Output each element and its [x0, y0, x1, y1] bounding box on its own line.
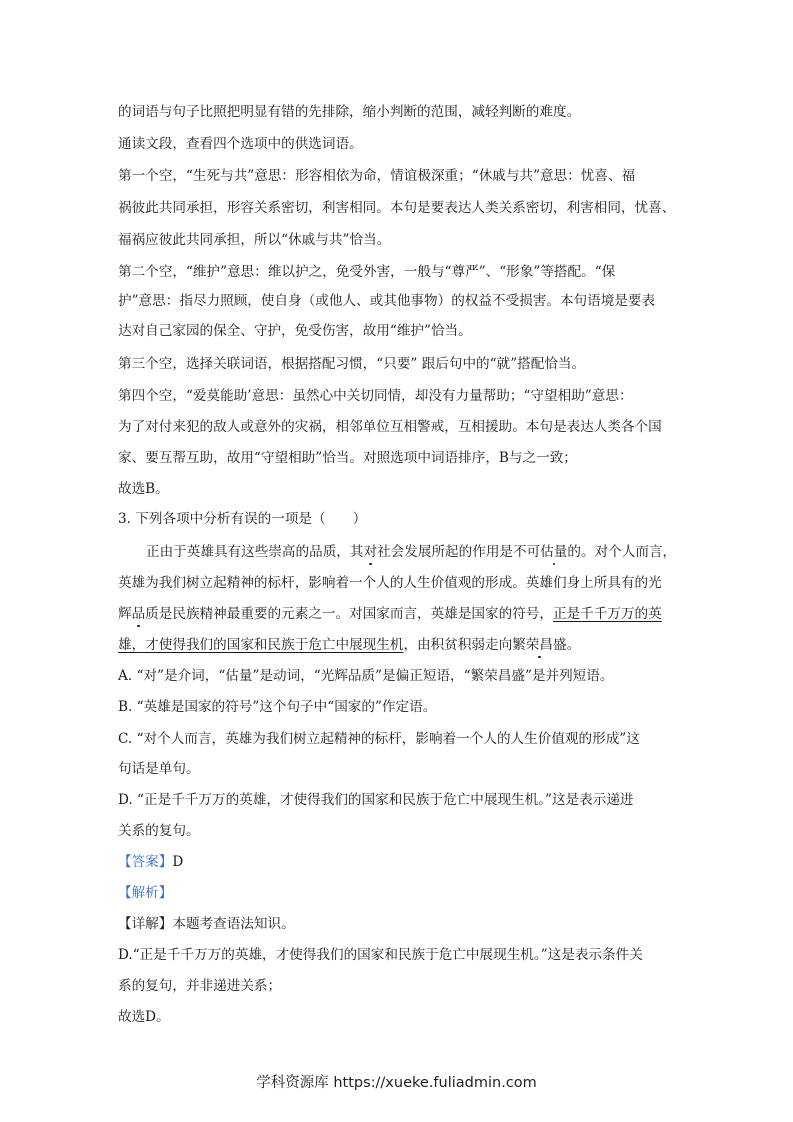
underlined-text: 正是千千万万的英 [553, 606, 662, 622]
answer-label: 【答案】 [118, 854, 173, 870]
analysis-label: 【解析】 [118, 885, 173, 901]
detail-line [118, 915, 295, 933]
dotted-word: 对 [363, 544, 378, 560]
explain-line: 故选D。 [118, 1009, 170, 1025]
passage-text: ，由积贫积弱走向 [403, 637, 513, 653]
passage-line [118, 636, 580, 654]
dotted-word: 繁荣昌盛 [512, 637, 567, 653]
footer-watermark: 学科资源库 https://xueke.fuliadmin.com [256, 1075, 537, 1091]
text-line: 第二个空，“维护”意思：维以护之，免受外害，一般与“尊严”、“形象”等搭配。“保 [118, 264, 616, 280]
passage-text: 。 [566, 637, 581, 653]
passage-text: 是民族精神最重要的元素之一。对国家而言，英雄是国家的符号， [158, 606, 553, 622]
passage-text: 的。对个人而言， [567, 544, 677, 560]
passage-text: 正由于英雄具有这些崇高的品质，其 [146, 544, 364, 560]
text-line: 福祸应彼此共同承担，所以“休戚与共”恰当。 [118, 232, 391, 248]
answer-line [118, 853, 183, 871]
passage-line [146, 543, 676, 561]
text-line: 家、要互帮互助，故用“守望相助”恰当。对照选项中词语排序，B与之一致； [118, 450, 577, 466]
explain-line: 系的复句，并非递进关系； [118, 978, 282, 994]
passage-line: 英雄为我们树立起精神的标杆，影响着一个人的人生价值观的形成。英雄们身上所具有的光 [118, 575, 662, 591]
text-line: 第四个空，“爱莫能助’意思：虽然心中关切同情，却没有力量帮助；“守望相助”意思： [118, 388, 633, 404]
option-d: D. “正是千千万万的英雄，才使得我们的国家和民族于危亡中展现生机。”这是表示递进 [118, 792, 634, 808]
text-line: 护”意思：指尽力照顾，使自身（或他人、或其他事物）的权益不受损害。本句语境是要表 [118, 293, 656, 309]
answer-value: D [172, 854, 184, 870]
text-line: 第一个空，“生死与共”意思：形容相依为命，情谊极深重；“休戚与共”意思：忧喜、福 [118, 168, 636, 184]
explain-line: D.“正是千千万万的英雄，才使得我们的国家和民族于危亡中展现生机。”这是表示条件关 [118, 947, 643, 963]
option-c-cont: 句话是单句。 [118, 761, 200, 777]
text-line: 第三个空，选择关联词语，根据搭配习惯，“只要” 跟后句中的“就”搭配恰当。 [118, 356, 586, 372]
dotted-word: 辉品质 [118, 606, 159, 622]
question-stem: 3. 下列各项中分析有误的一项是（ ） [118, 511, 367, 527]
option-c: C. “对个人而言，英雄为我们树立起精神的标杆，影响着一个人的人生价值观的形成”这 [118, 731, 640, 747]
passage-text: 社会发展所起的作用是不可 [377, 544, 541, 560]
text-line: 达对自己家园的保全、守护，免受伤害，故用“维护”恰当。 [118, 323, 472, 339]
text-line: 通读文段，查看四个选项中的供选词语。 [118, 136, 363, 152]
text-line: 祸彼此共同承担，形容关系密切，利害相同。本句是要表达人类关系密切，利害相同，忧喜、 [118, 200, 676, 216]
option-a: A. “对”是介词，“估量”是动词，“光辉品质”是偏正短语，“繁荣昌盛”是并列短语。 [118, 668, 614, 684]
option-b: B. “英雄是国家的符号”这个句子中“国家的”作定语。 [118, 699, 437, 715]
text-line: 为了对付来犯的敌人或意外的灾祸，相邻单位互相警戒，互相援助。本句是表达人类各个国 [118, 419, 662, 435]
dotted-word: 估量 [540, 544, 568, 560]
analysis-line [118, 884, 172, 902]
text-line: 的词语与句子比照把明显有错的先排除，缩小判断的范围，减轻判断的难度。 [118, 104, 581, 120]
underlined-text: 雄，才使得我们的国家和民族于危亡中展现生机 [118, 637, 404, 653]
detail-label: 【详解】 [118, 916, 173, 932]
option-d-cont: 关系的复句。 [118, 823, 200, 839]
text-line: 故选B。 [118, 481, 169, 497]
detail-text: 本题考查语法知识。 [172, 916, 295, 932]
passage-line [118, 605, 662, 623]
